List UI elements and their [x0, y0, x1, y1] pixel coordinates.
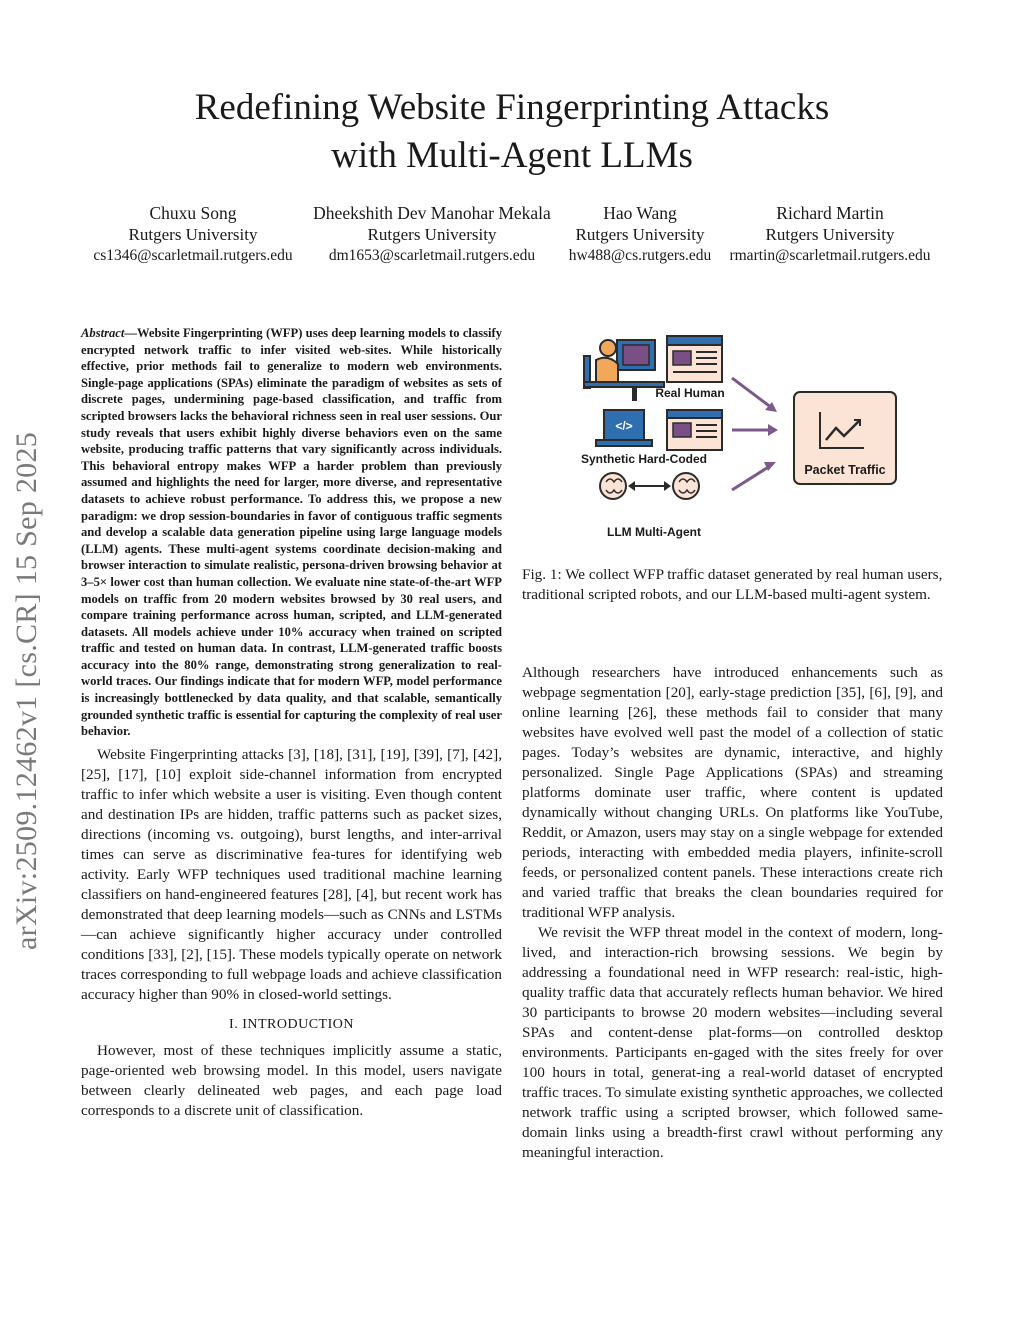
- section-number: I.: [229, 1016, 239, 1032]
- brain-agent-icon: [673, 473, 699, 499]
- bidirectional-arrow-icon: [628, 481, 671, 491]
- abstract-label: Abstract: [81, 326, 125, 340]
- author-name: Dheekshith Dev Manohar Mekala: [313, 203, 551, 223]
- abstract: [81, 325, 502, 740]
- author-email: rmartin@scarletmail.rutgers.edu: [729, 247, 931, 264]
- abstract-text: —Website Fingerprinting (WFP) uses deep learning models to classify encrypted network traffic to infer visited web-sites. While historically effective, prior methods fail to generalize to modern web environments. Single-page applications (SPAs) eliminate the paradigm of websites as sets of discrete pages, undermining page-based classification, and traffic from scripted browsers lacks the behavioral richness seen in real user sessions. Our study reveals that users exhibit highly diverse behaviors even on the same website, producing traffic patterns that vary significantly across individuals. This behavioral entropy makes WFP a harder problem than previously assumed and highlights the need for larger, more diverse, and representative datasets to achieve robust performance. To address this, we propose a new paradigm: we drop session-boundaries in favor of contiguous traffic segments and develop a scalable data generation pipeline using large language models (LLM) agents. These multi-agent systems coordinate decision-making and browser interaction to simulate realistic, persona-driven browsing behavior at 3–5× lower cost than human collection. We evaluate nine state-of-the-art WFP models on traffic from 20 modern websites browsed by 30 real users, and compare training performance across human, scripted, and LLM-generated datasets. All models achieve under 10% accuracy when trained on scripted traffic and tested on human data. In contrast, LLM-generated traffic boosts accuracy into the 80% range, demonstrating strong generalization to real-world traces. Our findings indicate that for modern WFP, model performance is increasingly bottlenecked by data quality, and that scalable, semantically grounded synthetic traffic is essential for capturing the complexity of real user behavior.: [81, 326, 502, 739]
- author-affiliation: Rutgers University: [128, 225, 258, 244]
- packet-traffic-label: Packet Traffic: [804, 463, 886, 477]
- person-at-computer-icon: [584, 340, 664, 401]
- author-name: Chuxu Song: [149, 203, 237, 223]
- author-block: [73, 203, 313, 266]
- packet-traffic-box: [794, 392, 896, 484]
- figure-1-diagram: [572, 330, 907, 545]
- paper-title: [0, 84, 1024, 180]
- author-affiliation: Rutgers University: [765, 225, 895, 244]
- title-line-1: Redefining Website Fingerprinting Attacks: [194, 87, 830, 128]
- left-column: [81, 325, 502, 1121]
- real-human-label: Real Human: [655, 386, 725, 400]
- author-block: [710, 203, 950, 266]
- author-block: [312, 203, 552, 266]
- body-paragraph: Although researchers have introduced enhancements such as webpage segmentation [20], early-stage prediction [35], [6], [9], and online learning [26], these methods fail to consider that many websites have evolved well past the model of a collection of static pages. Today’s websites are dynamic, interactive, and highly personalized. Single Page Applications (SPAs) and streaming platforms dominate user traffic, where content is updated dynamically without changing URLs. On platforms like YouTube, Reddit, or Amazon, users may stay on a single webpage for extended periods, interacting with embedded media players, infinite-scroll feeds, or personalized content panels. These interactions create rich and varied traffic that breaks the clean boundaries required for traditional WFP analysis.: [522, 664, 943, 921]
- laptop-code-icon: [596, 410, 652, 446]
- right-column: [522, 663, 943, 1163]
- figure-caption: Fig. 1: We collect WFP traffic dataset generated by real human users, traditional scripted robots, and our LLM-based multi-agent system.: [522, 566, 943, 603]
- arrow-head-icon: [768, 424, 778, 436]
- author-email: dm1653@scarletmail.rutgers.edu: [328, 247, 536, 264]
- webpage-window-icon: [667, 336, 722, 382]
- body-paragraph: Website Fingerprinting attacks [3], [18], [31], [19], [39], [7], [42], [25], [17], [10] exploit side-channel information from encrypted traffic to infer which website a user is visiting. Even though content and destination IPs are hidden, traffic patterns such as packet sizes, directions (incoming vs. outgoing), burst lengths, and inter-arrival times can serve as discriminative fea-tures for identifying web activity. Early WFP techniques used traditional machine learning classifiers on hand-engineered features [28], [4], but recent work has demonstrated that deep learning models—such as CNNs and LSTMs—can achieve significantly higher accuracy under controlled conditions [33], [2], [15]. These models typically operate on network traces corresponding to full webpage loads and achieve classification accuracy higher than 90% in closed-world settings.: [81, 745, 502, 1003]
- brain-agent-icon: [600, 473, 626, 499]
- synthetic-hard-coded-label: Synthetic Hard-Coded: [580, 452, 708, 466]
- arxiv-stamp: arXiv:2509.12462v1 [cs.CR] 15 Sep 2025: [10, 431, 43, 950]
- body-paragraph: We revisit the WFP threat model in the context of modern, long-lived, and interaction-rich browsing sessions. We begin by addressing a foundational need in WFP research: real-istic, high-quality traffic data that accurately reflects human behavior. We hired 30 participants to browse 20 modern websites—including several SPAs and content-dense plat-forms—on controlled desktop environments. Participants en-gaged with the sites freely for over 100 hours in total, generat-ing a real-world dataset of encrypted traffic traces. To simulate existing synthetic approaches, we collected network traffic using a scripted browser, which followed same-domain links using a breadth-first crawl without performing any meaningful interaction.: [522, 924, 943, 1161]
- author-affiliation: Rutgers University: [367, 225, 497, 244]
- author-affiliation: Rutgers University: [575, 225, 705, 244]
- author-name: Hao Wang: [603, 203, 677, 223]
- author-email: hw488@cs.rutgers.edu: [568, 247, 712, 264]
- webpage-window-icon: [667, 410, 722, 450]
- llm-multi-agent-label: LLM Multi-Agent: [607, 525, 701, 539]
- body-paragraph: However, most of these techniques implicitly assume a static, page-oriented web browsing model. In this model, users navigate between clearly delineated web pages, and each page load corresponds to a discrete unit of classification.: [81, 1041, 502, 1119]
- section-heading: [81, 1015, 502, 1035]
- author-name: Richard Martin: [776, 203, 884, 223]
- code-glyph: </>: [615, 419, 633, 433]
- flow-arrows: [732, 378, 772, 490]
- title-line-2: with Multi-Agent LLMs: [331, 135, 693, 176]
- author-email: cs1346@scarletmail.rutgers.edu: [93, 247, 293, 264]
- section-title: INTRODUCTION: [242, 1016, 354, 1032]
